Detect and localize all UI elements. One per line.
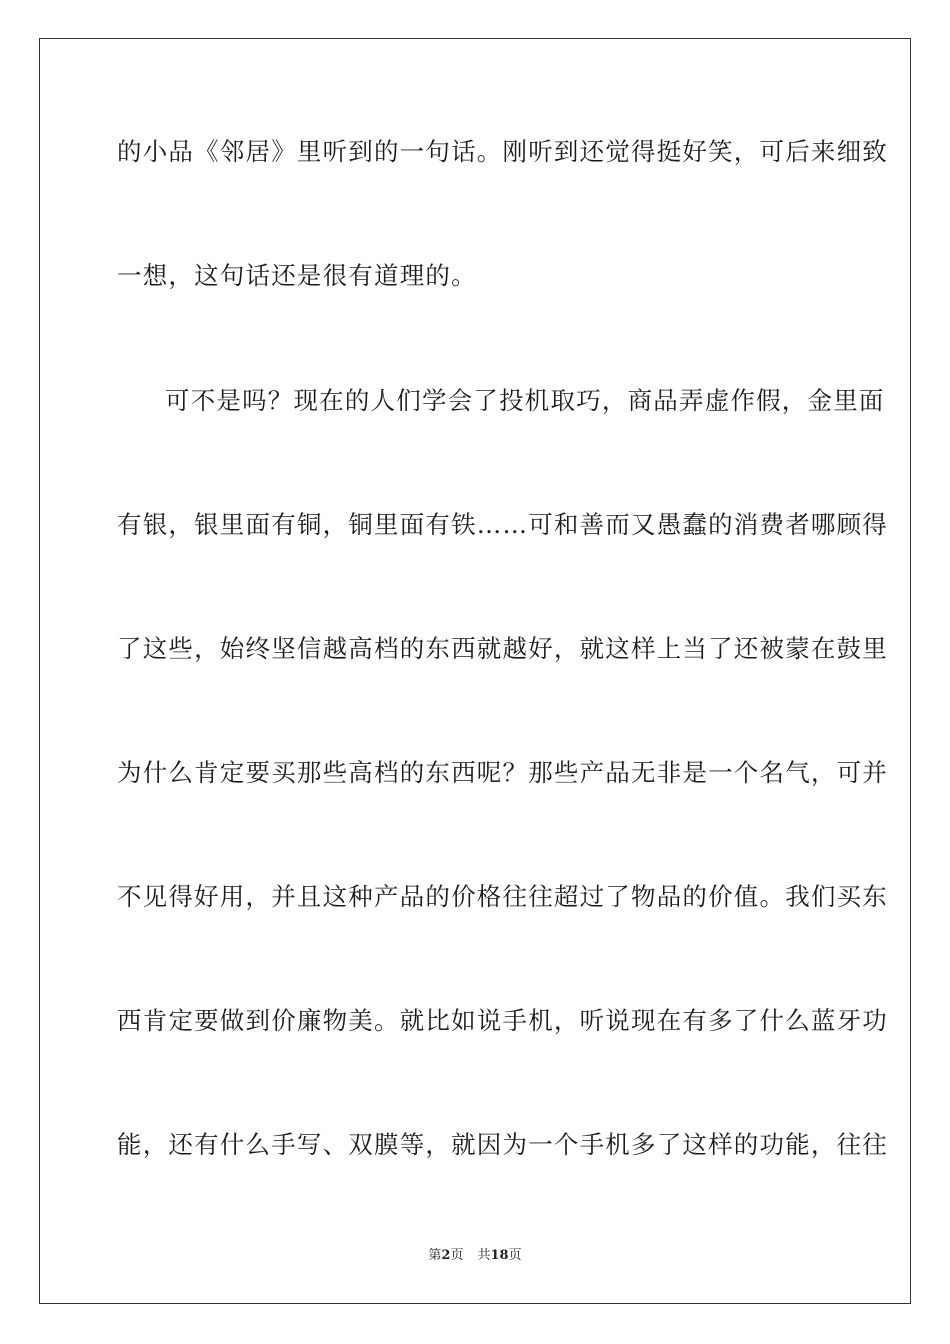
total-prefix: 共	[477, 1248, 491, 1263]
text-line-5: 了这些，始终坚信越高档的东西就越好，就这样上当了还被蒙在鼓里	[117, 634, 888, 663]
page-current: 2	[441, 1248, 451, 1263]
text-line-2: 一想，这句话还是很有道理的。	[117, 261, 477, 290]
page-suffix: 页	[450, 1248, 464, 1263]
page-total: 18	[490, 1248, 509, 1263]
text-line-7: 不见得好用，并且这种产品的价格往往超过了物品的价值。我们买东	[117, 882, 888, 911]
page-prefix: 第	[428, 1248, 442, 1263]
text-line-8: 西肯定要做到价廉物美。就比如说手机，听说现在有多了什么蓝牙功	[117, 1006, 888, 1035]
page-footer	[0, 1247, 950, 1265]
total-suffix: 页	[508, 1248, 522, 1263]
text-line-6: 为什么肯定要买那些高档的东西呢？那些产品无非是一个名气，可并	[117, 758, 888, 787]
text-line-1: 的小品《邻居》里听到的一句话。刚听到还觉得挺好笑，可后来细致	[117, 137, 888, 166]
page-border	[39, 38, 911, 1304]
text-line-9: 能，还有什么手写、双膜等，就因为一个手机多了这样的功能，往往	[117, 1130, 888, 1159]
text-line-3: 可不是吗？现在的人们学会了投机取巧，商品弄虚作假，金里面	[165, 386, 885, 415]
text-line-4: 有银，银里面有铜，铜里面有铁……可和善而又愚蠢的消费者哪顾得	[117, 510, 888, 539]
